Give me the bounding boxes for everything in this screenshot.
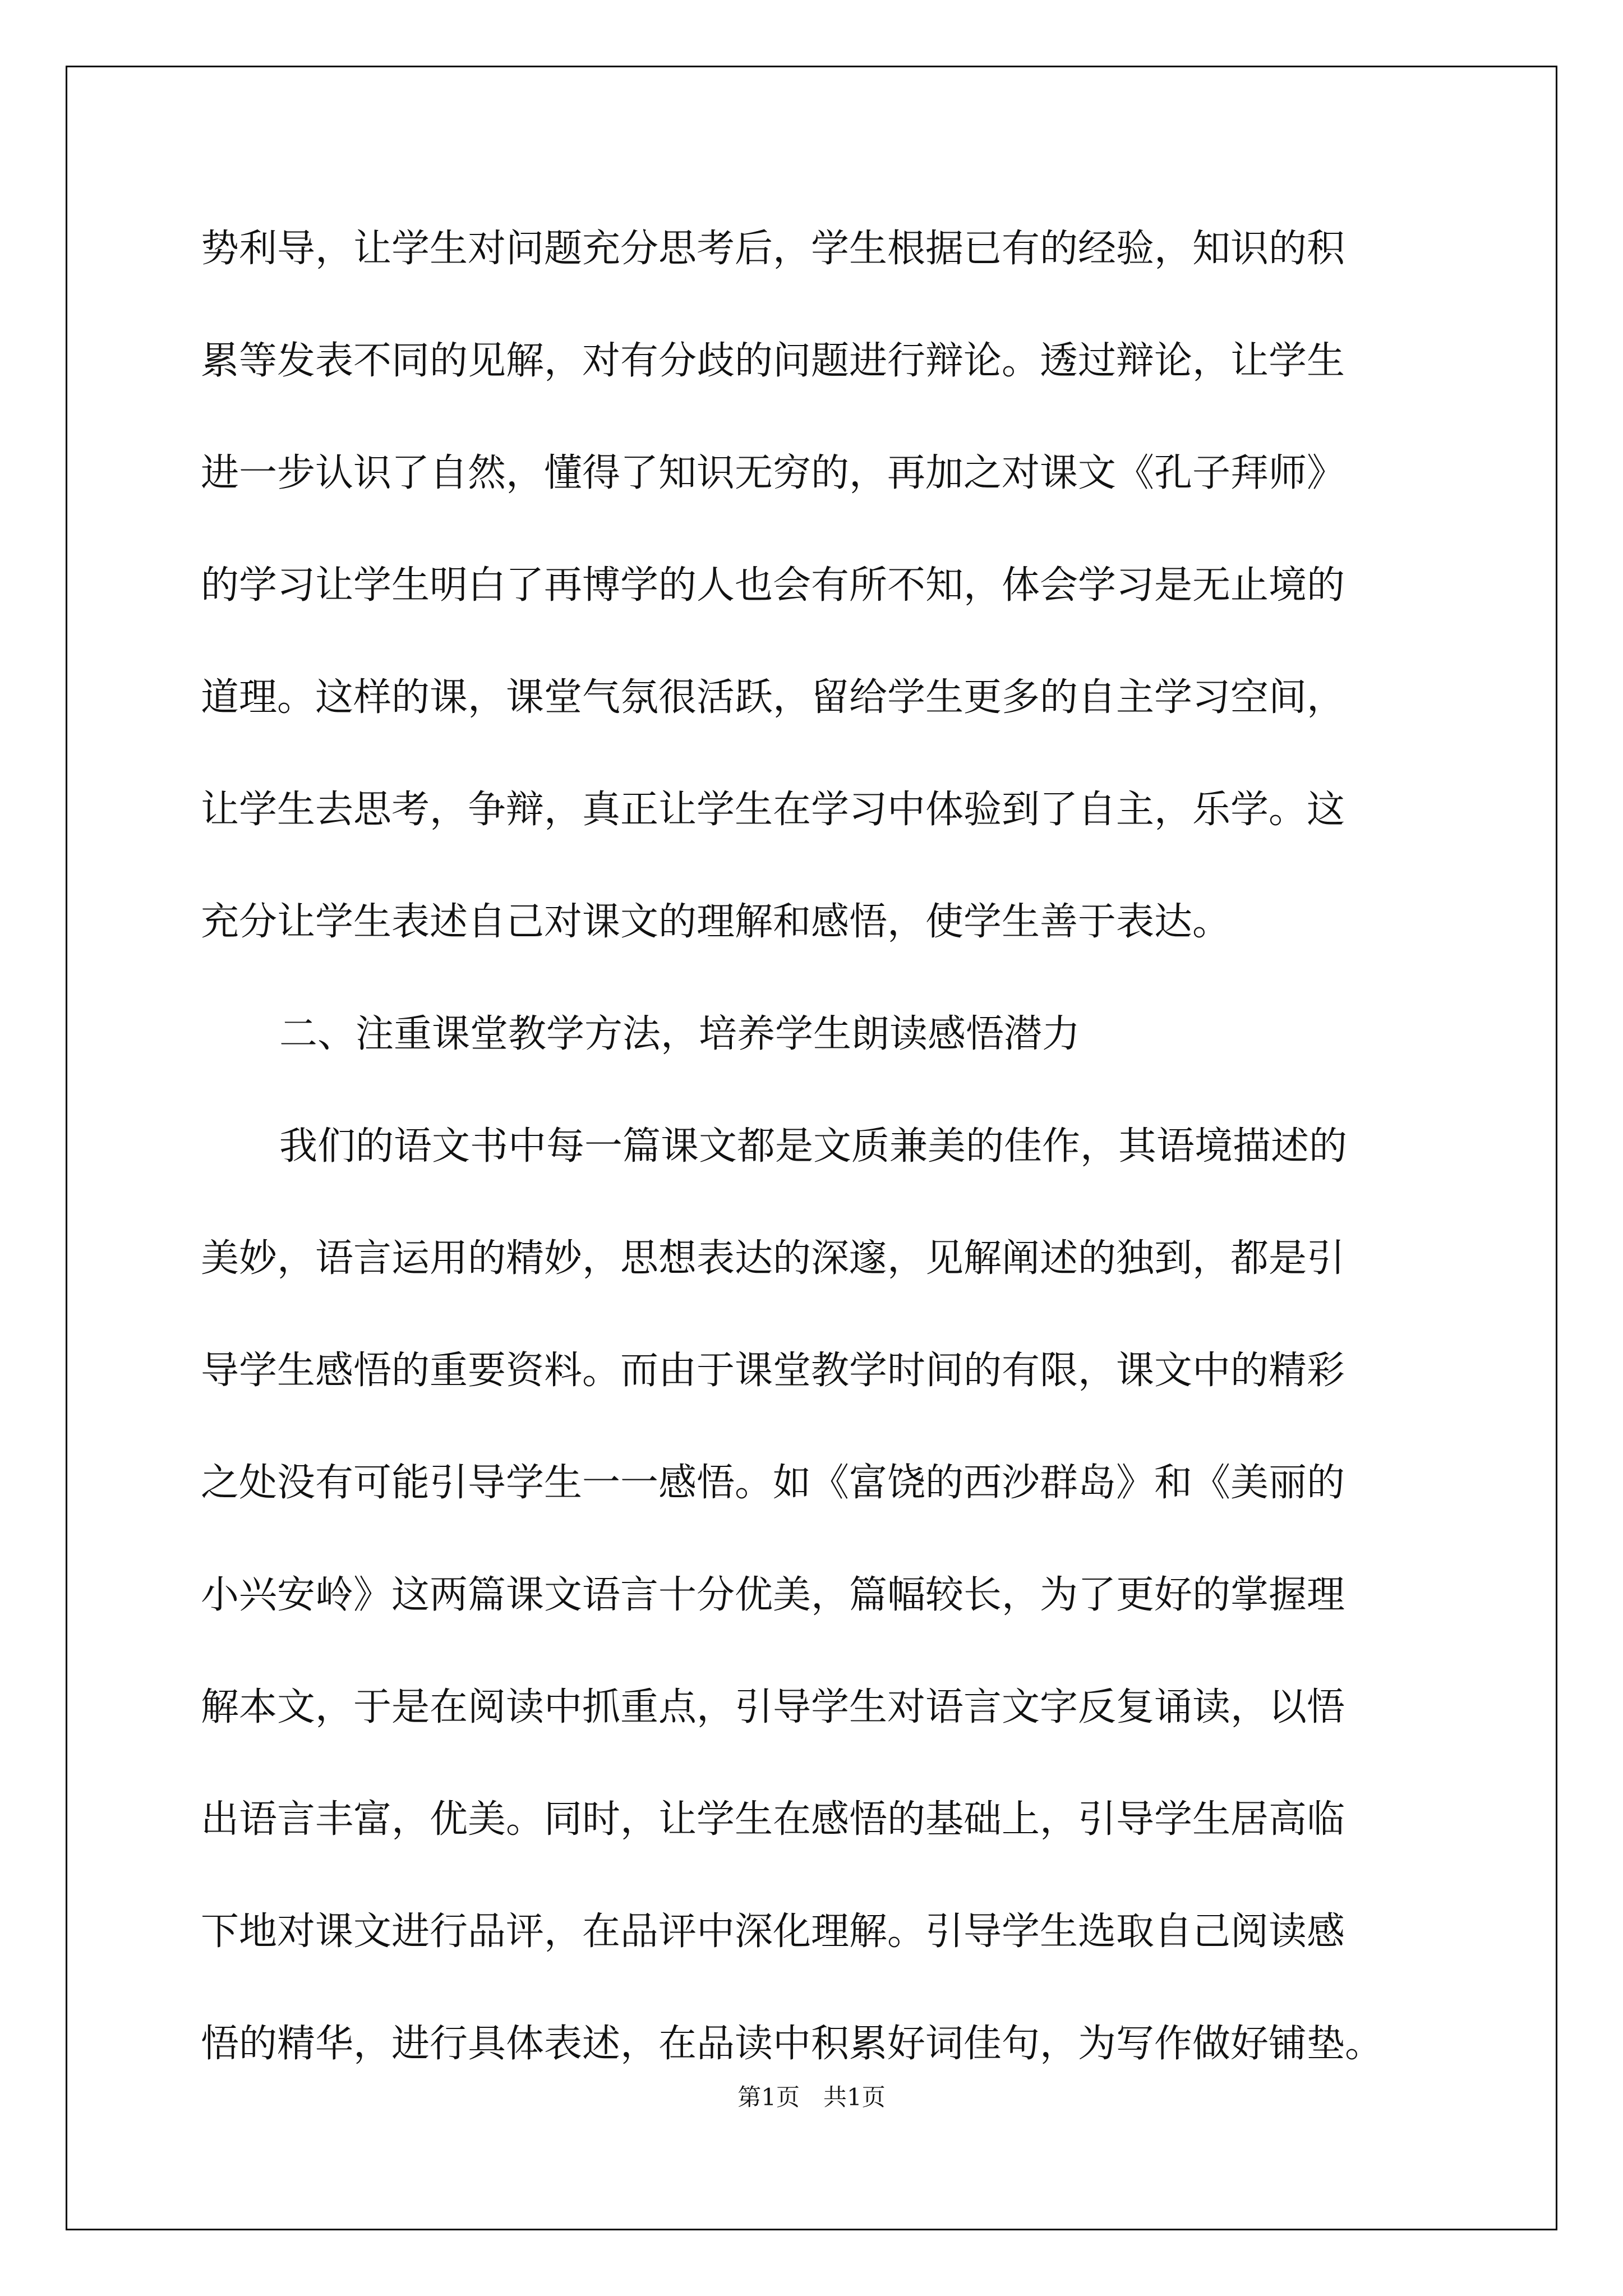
body-line: 美妙，语言运用的精妙，思想表达的深邃，见解阐述的独到，都是引	[201, 1236, 1345, 1281]
body-line: 势利导，让学生对问题充分思考后，学生根据已有的经验，知识的积	[201, 227, 1345, 271]
body-line: 进一步认识了自然，懂得了知识无穷的，再加之对课文《孔子拜师》	[201, 451, 1345, 495]
page-footer: 第1页 共1页	[737, 2083, 886, 2111]
body-line: 解本文，于是在阅读中抓重点，引导学生对语言文字反复诵读，以悟	[201, 1685, 1345, 1729]
body-line: 下地对课文进行品评，在品评中深化理解。引导学生选取自己阅读感	[201, 1910, 1345, 1954]
body-line: 道理。这样的课，课堂气氛很活跃，留给学生更多的自主学习空间，	[201, 675, 1345, 720]
body-line: 出语言丰富，优美。同时，让学生在感悟的基础上，引导学生居高临	[201, 1797, 1345, 1842]
body-line: 我们的语文书中每一篇课文都是文质兼美的佳作，其语境描述的	[279, 1124, 1348, 1168]
body-line: 让学生去思考，争辩，真正让学生在学习中体验到了自主，乐学。这	[201, 788, 1345, 832]
body-line: 小兴安岭》这两篇课文语言十分优美，篇幅较长，为了更好的掌握理	[201, 1573, 1345, 1617]
body-line: 的学习让学生明白了再博学的人也会有所不知，体会学习是无止境的	[201, 563, 1345, 608]
body-line: 累等发表不同的见解，对有分歧的问题进行辩论。透过辩论，让学生	[201, 339, 1345, 383]
section-heading: 二、注重课堂教学方法，培养学生朗读感悟潜力	[279, 1012, 1081, 1056]
body-line: 悟的精华，进行具体表述，在品读中积累好词佳句，为写作做好铺垫。	[201, 2022, 1384, 2066]
body-line: 导学生感悟的重要资料。而由于课堂教学时间的有限，课文中的精彩	[201, 1349, 1345, 1393]
body-line: 充分让学生表述自己对课文的理解和感悟，使学生善于表达。	[201, 900, 1231, 944]
body-line: 之处没有可能引导学生一一感悟。如《富饶的西沙群岛》和《美丽的	[201, 1461, 1345, 1505]
